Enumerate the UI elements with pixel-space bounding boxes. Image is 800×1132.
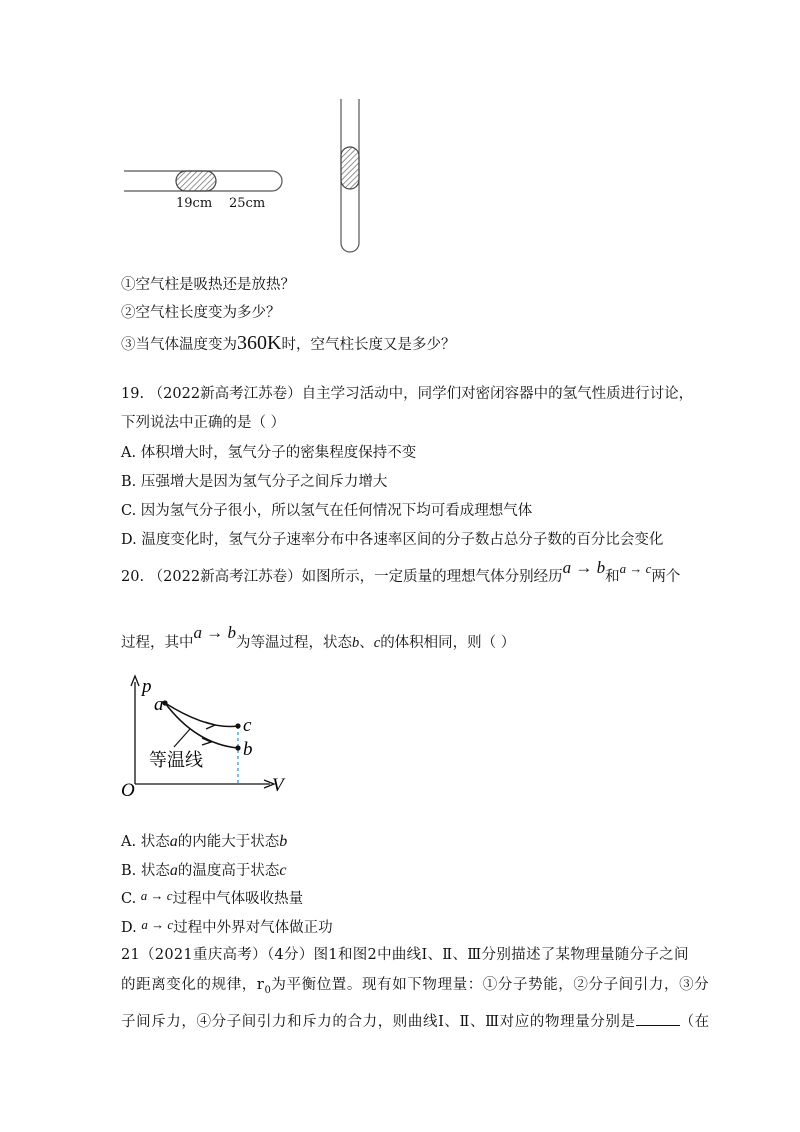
q18-temperature: 360K	[237, 332, 282, 354]
q19-option-d: D. 温度变化时，氢气分子速率分布中各速率区间的分子数占总分子数的百分比会变化	[121, 532, 664, 548]
q20-option-a	[121, 832, 287, 852]
q20-option-a-var1: a	[169, 833, 178, 850]
q18-part-2: ②空气柱长度变为多少？	[121, 305, 281, 321]
isotherm-label: 等温线	[149, 750, 203, 770]
curve-a-to-c	[165, 703, 238, 727]
q19-stem-line1: 19. （2022新高考江苏卷）自主学习活动中，同学们对密闭容器中的氢气性质进行讨论，	[121, 386, 694, 402]
origin-label: O	[121, 780, 135, 801]
q20-option-c	[121, 889, 303, 909]
point-a-label: a	[154, 694, 164, 715]
q20-line2-a: 过程，其中	[121, 635, 194, 651]
q21-line2-a: 的距离变化的规律，r	[121, 977, 265, 993]
q20-option-d-label: D.	[121, 920, 137, 936]
q21-line1: 21（2021重庆高考）（4分）图1和图2中曲线Ⅰ、Ⅱ、Ⅲ分别描述了某物理量随分子之间	[121, 947, 689, 963]
pv-graph	[118, 672, 298, 802]
q20-line2-c: 的体积相同，则（ ）	[380, 635, 516, 651]
q20-option-b-text: B. 状态	[121, 863, 170, 879]
q19-option-a: A. 体积增大时，氢气分子的密集程度保持不变	[121, 445, 417, 461]
q20-process-ac: a → c	[619, 561, 652, 576]
v-axis-label: V	[272, 775, 284, 796]
q19-option-b: B. 压强增大是因为氢气分子之间斥力增大	[121, 474, 388, 490]
tube-label-19cm: 19cm	[176, 196, 213, 211]
mercury-column-vertical	[341, 147, 359, 189]
q20-sep: 、	[359, 635, 374, 651]
q20-option-a-text2: 的内能大于状态	[177, 834, 280, 850]
q21-r0-sub: 0	[264, 984, 272, 996]
mercury-column-horizontal	[176, 171, 216, 191]
point-c-label: c	[243, 715, 252, 736]
q20-two: 两个	[651, 569, 681, 585]
point-b-label: b	[243, 739, 253, 760]
q21-line2	[121, 975, 709, 1001]
q20-option-d-text: 过程中外界对气体做正功	[173, 920, 333, 936]
arrow-on-ac	[205, 722, 215, 729]
q21-line2-b: 为平衡位置。现有如下物理量：①分子势能，②分子间引力，③分	[271, 977, 710, 993]
q21-line3-b: （在	[679, 1014, 710, 1030]
q20-stem-line1	[121, 558, 681, 587]
q20-state-b: b	[352, 635, 360, 651]
q21-answer-blank[interactable]	[636, 1011, 680, 1026]
q20-state-c: c	[373, 635, 381, 651]
q20-process-ab-2: a → b	[193, 623, 236, 642]
point-b	[235, 745, 240, 750]
q20-option-a-text: A. 状态	[121, 834, 170, 850]
q20-and: 和	[605, 569, 620, 585]
q20-option-c-label: C.	[121, 891, 137, 907]
q20-option-c-text: 过程中气体吸收热量	[172, 891, 304, 907]
q20-option-d-process: a → c	[141, 917, 174, 932]
q19-option-c: C. 因为氢气分子很小，所以氢气在任何情况下均可看成理想气体	[121, 503, 533, 519]
q18-part-3-tail: 时，空气柱长度又是多少？	[281, 337, 456, 353]
q18-part-3	[121, 333, 455, 355]
q21-line3-a: 子间斥力，④分子间引力和斥力的合力，则曲线Ⅰ、Ⅱ、Ⅲ对应的物理量分别是	[121, 1014, 636, 1030]
q20-option-d	[121, 918, 333, 938]
q20-option-c-process: a → c	[140, 888, 173, 903]
q20-option-b-var1: a	[169, 862, 178, 879]
label-pointer-line	[174, 729, 190, 747]
q20-option-b-text2: 的温度高于状态	[177, 863, 280, 879]
q20-option-a-var2: b	[279, 833, 288, 850]
q20-option-b	[121, 861, 286, 881]
p-axis-label: p	[142, 676, 152, 697]
q20-option-b-var2: c	[279, 862, 287, 879]
q21-line3	[121, 1011, 710, 1032]
q20-prefix: 20. （2022新高考江苏卷）如图所示，一定质量的理想气体分别经历	[121, 569, 563, 585]
tube-label-25cm: 25cm	[229, 196, 266, 211]
point-c	[235, 723, 240, 728]
q20-line2-b: 为等温过程，状态	[236, 635, 352, 651]
q20-stem-line2	[121, 623, 516, 653]
q20-process-ab: a → b	[562, 558, 606, 577]
vertical-tube-figure	[330, 95, 370, 260]
q19-stem-line2: 下列说法中正确的是（ ）	[121, 415, 286, 431]
q18-part-3-text: ③当气体温度变为	[121, 337, 237, 353]
q18-part-1: ①空气柱是吸热还是放热？	[121, 277, 295, 293]
